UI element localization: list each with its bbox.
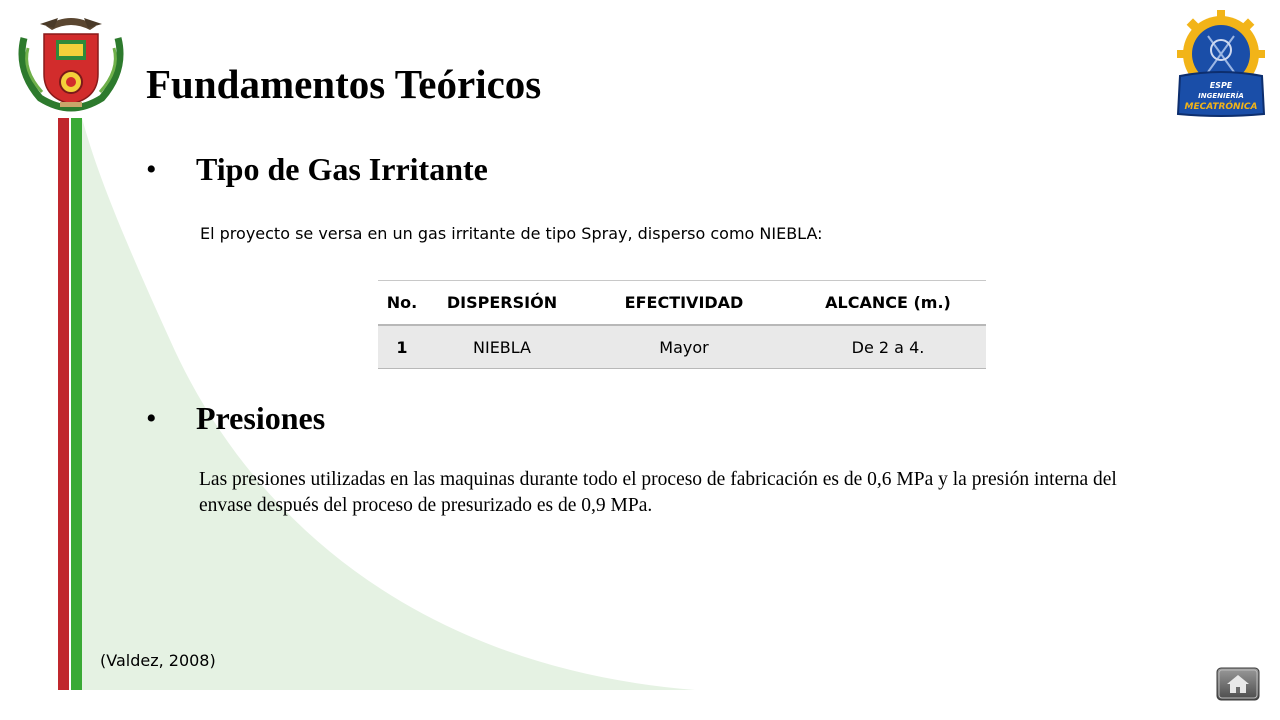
table-header-cell: No.	[378, 281, 426, 326]
citation: (Valdez, 2008)	[100, 651, 216, 670]
table-cell: Mayor	[578, 325, 790, 369]
section-description: Las presiones utilizadas en las maquinas durante todo el proceso de fabricación es de 0,6 MPa y la presión interna del envase después del proceso de presurizado es de 0,9 MPa.	[199, 469, 1117, 516]
section-heading-tipo-gas	[146, 151, 488, 188]
ingenieria-logo-text: INGENIERÍA	[1198, 92, 1244, 100]
home-icon	[1216, 667, 1260, 701]
espe-mecatronica-logo	[1172, 6, 1270, 118]
gas-data-table	[378, 280, 986, 369]
espe-logo-text: ESPE	[1209, 81, 1233, 90]
section-description: El proyecto se versa en un gas irritante de tipo Spray, disperso como NIEBLA:	[200, 224, 823, 243]
table-row	[378, 325, 986, 369]
ecuador-coat-of-arms-logo	[10, 8, 132, 112]
table-header-cell: DISPERSIÓN	[426, 281, 578, 326]
green-stripe	[71, 118, 82, 690]
red-stripe	[58, 118, 69, 690]
table-cell: De 2 a 4.	[790, 325, 986, 369]
table-header-row	[378, 281, 986, 326]
table-header-cell: EFECTIVIDAD	[578, 281, 790, 326]
table-cell: 1	[378, 325, 426, 369]
mecatronica-logo-text: MECATRÓNICA	[1184, 102, 1258, 112]
section-heading-text: Tipo de Gas Irritante	[196, 151, 488, 187]
white-stripe	[69, 118, 71, 690]
table-header-cell: ALCANCE (m.)	[790, 281, 986, 326]
slide-title: Fundamentos Teóricos	[146, 61, 542, 107]
section-heading-text: Presiones	[196, 400, 326, 436]
bullet-icon: •	[146, 152, 157, 186]
bullet-icon: •	[146, 401, 157, 435]
home-button[interactable]	[1216, 667, 1260, 701]
table-cell: NIEBLA	[426, 325, 578, 369]
section-heading-presiones	[146, 400, 325, 437]
